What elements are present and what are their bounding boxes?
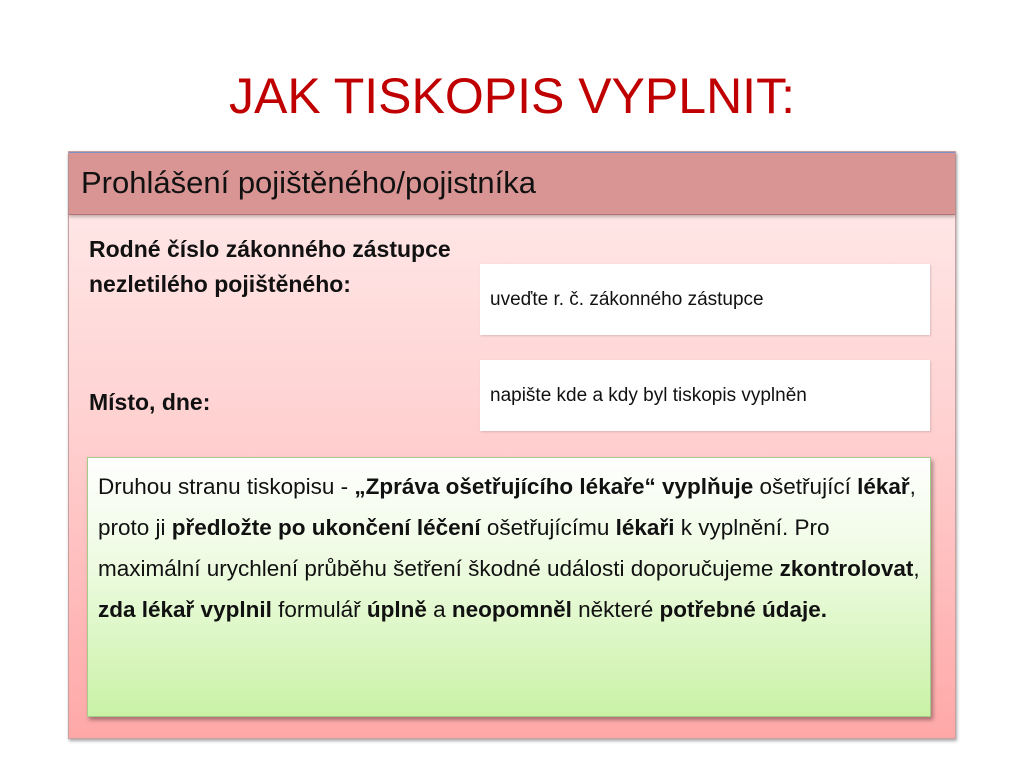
note-text-13: formulář <box>271 597 367 622</box>
place-date-label: Místo, dne: <box>89 389 211 415</box>
note-text-14: úplně <box>366 597 427 622</box>
birth-number-field: uveďte r. č. zákonného zástupce <box>480 264 930 335</box>
note-text-9: k vyplnění. Pro maximální urychlení průběhu šetření škodné události doporučujeme <box>98 515 830 581</box>
panel-header-title: Prohlášení pojištěného/pojistníka <box>81 165 536 200</box>
note-text-4: lékař <box>857 474 910 499</box>
note-text-7: ošetřujícímu <box>480 515 616 540</box>
note-text-5: , proto ji <box>98 474 916 540</box>
birth-number-label: Rodné číslo zákonného zástupce nezletilého pojištěného: <box>89 236 451 297</box>
note-text-16: neopomněl <box>451 597 572 622</box>
note-text-2: „Zpráva ošetřujícího lékaře“ vyplňuje <box>354 474 754 499</box>
slide-title: JAK TISKOPIS VYPLNIT: <box>229 68 795 124</box>
note-text-3: ošetřující <box>753 474 858 499</box>
note-text-1: Druhou stranu tiskopisu - <box>98 474 355 499</box>
note-text-6: předložte po ukončení léčení <box>171 515 481 540</box>
note-text-10: zkontrolovat <box>779 556 914 581</box>
place-date-field: napište kde a kdy byl tiskopis vyplněn <box>480 360 930 431</box>
note-text-18: potřebné údaje. <box>659 597 827 622</box>
note-text-11: , <box>913 556 920 581</box>
note-text-15: a <box>426 597 452 622</box>
doctor-report-note <box>87 457 931 717</box>
note-text-12: zda lékař vyplnil <box>98 597 272 622</box>
note-text-17: některé <box>571 597 660 622</box>
note-text-8: lékaři <box>615 515 675 540</box>
panel-header <box>69 152 955 215</box>
declaration-panel <box>68 151 956 739</box>
